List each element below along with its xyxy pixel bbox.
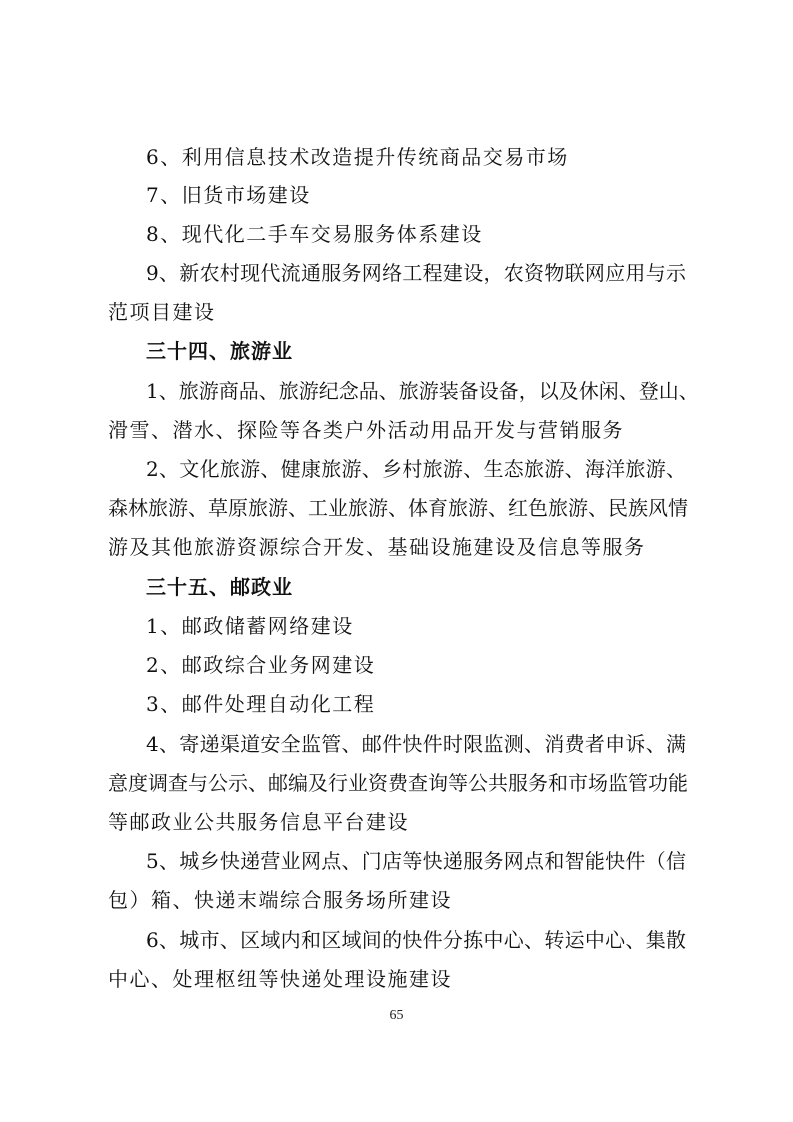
page-number: 65: [389, 1008, 404, 1023]
item-line-continuation: 中心、处理枢纽等快递处理设施建设: [108, 967, 452, 991]
item-line: 2、邮政综合业务网建设: [146, 653, 376, 677]
item-line: 4、寄递渠道安全监管、邮件快件时限监测、消费者申诉、满: [146, 732, 686, 756]
item-line: 1、旅游商品、旅游纪念品、旅游装备设备，以及休闲、登山、: [146, 379, 699, 403]
item-line-continuation: 游及其他旅游资源综合开发、基础设施建设及信息等服务: [108, 535, 646, 559]
item-line: 6、城市、区域内和区域间的快件分拣中心、转运中心、集散: [146, 928, 686, 952]
section-heading: 三十五、邮政业: [146, 575, 293, 599]
item-line: 2、文化旅游、健康旅游、乡村旅游、生态旅游、海洋旅游、: [146, 457, 686, 481]
item-line-continuation: 滑雪、潜水、探险等各类户外活动用品开发与营销服务: [108, 418, 624, 442]
item-line: 5、城乡快递营业网点、门店等快递服务网点和智能快件（信: [146, 849, 686, 873]
item-line: 6、利用信息技术改造提升传统商品交易市场: [146, 145, 569, 169]
item-line: 8、现代化二手车交易服务体系建设: [146, 222, 483, 246]
item-line-continuation: 等邮政业公共服务信息平台建设: [108, 810, 409, 834]
item-line: 1、邮政储蓄网络建设: [146, 614, 354, 638]
item-line: 9、新农村现代流通服务网络工程建设，农资物联网应用与示: [146, 261, 686, 285]
item-line-continuation: 包）箱、快递末端综合服务场所建设: [108, 888, 452, 912]
item-line: 7、旧货市场建设: [146, 183, 311, 207]
item-line: 3、邮件处理自动化工程: [146, 692, 376, 716]
section-heading: 三十四、旅游业: [146, 339, 293, 363]
item-line-continuation: 意度调查与公示、邮编及行业资费查询等公共服务和市场监管功能: [108, 771, 688, 795]
item-line-continuation: 森林旅游、草原旅游、工业旅游、体育旅游、红色旅游、民族风情: [108, 496, 688, 520]
item-line-continuation: 范项目建设: [108, 300, 216, 324]
